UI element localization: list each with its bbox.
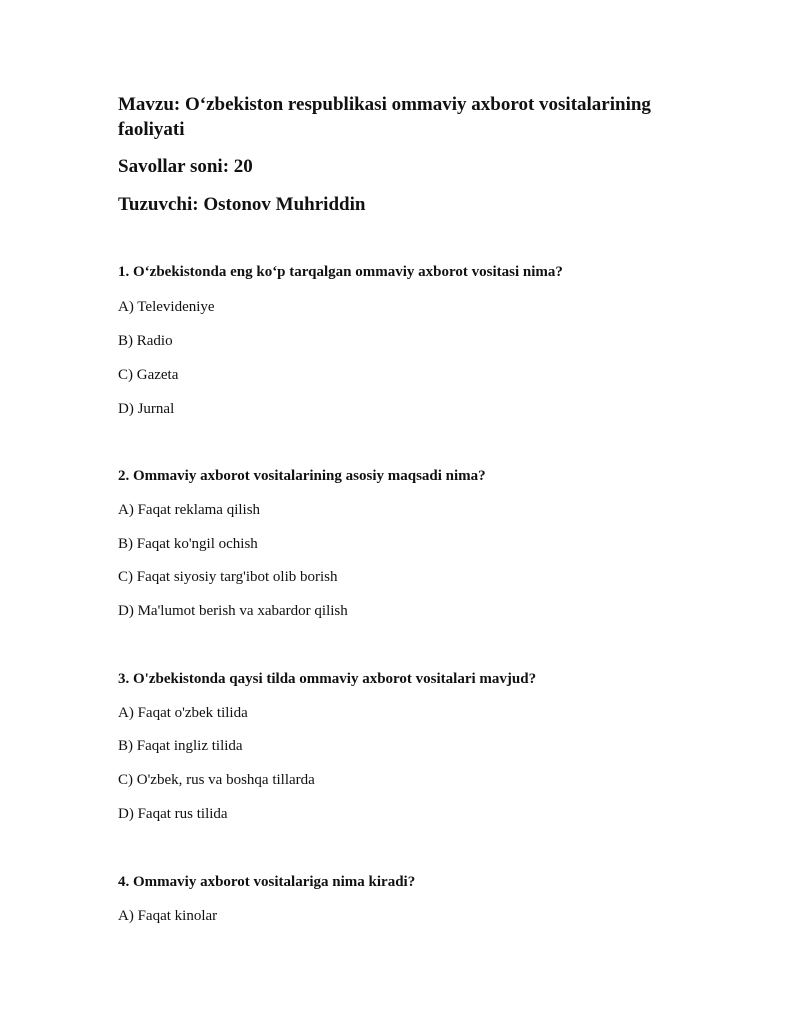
question-1-option-a: A) Televideniye: [118, 299, 215, 315]
question-2-option-b: B) Faqat ko'ngil ochish: [118, 536, 258, 552]
questions-count: Savollar soni: 20: [118, 156, 253, 177]
author: Tuzuvchi: Ostonov Muhriddin: [118, 194, 366, 215]
question-2: 2. Ommaviy axborot vositalarining asosiy maqsadi nima?: [118, 468, 486, 484]
question-1-option-c: C) Gazeta: [118, 367, 179, 383]
question-4-option-a: A) Faqat kinolar: [118, 908, 218, 924]
question-3: 3. O'zbekistonda qaysi tilda ommaviy axborot vositalari mavjud?: [118, 671, 537, 687]
question-2-option-c: C) Faqat siyosiy targ'ibot olib borish: [118, 569, 338, 585]
question-3-option-b: B) Faqat ingliz tilida: [118, 738, 243, 754]
question-2-option-a: A) Faqat reklama qilish: [118, 502, 261, 518]
document-title: Mavzu: O‘zbekiston respublikasi ommaviy axborot vositalarining faoliyati: [118, 94, 651, 140]
question-3-option-a: A) Faqat o'zbek tilida: [118, 705, 248, 721]
question-2-option-d: D) Ma'lumot berish va xabardor qilish: [118, 603, 348, 619]
question-1-option-b: B) Radio: [118, 333, 173, 349]
question-3-option-d: D) Faqat rus tilida: [118, 806, 228, 822]
question-4: 4. Ommaviy axborot vositalariga nima kiradi?: [118, 874, 416, 890]
question-1-option-d: D) Jurnal: [118, 401, 175, 417]
question-3-option-c: C) O'zbek, rus va boshqa tillarda: [118, 772, 315, 788]
question-1: 1. O‘zbekistonda eng ko‘p tarqalgan ommaviy axborot vositasi nima?: [118, 264, 563, 280]
